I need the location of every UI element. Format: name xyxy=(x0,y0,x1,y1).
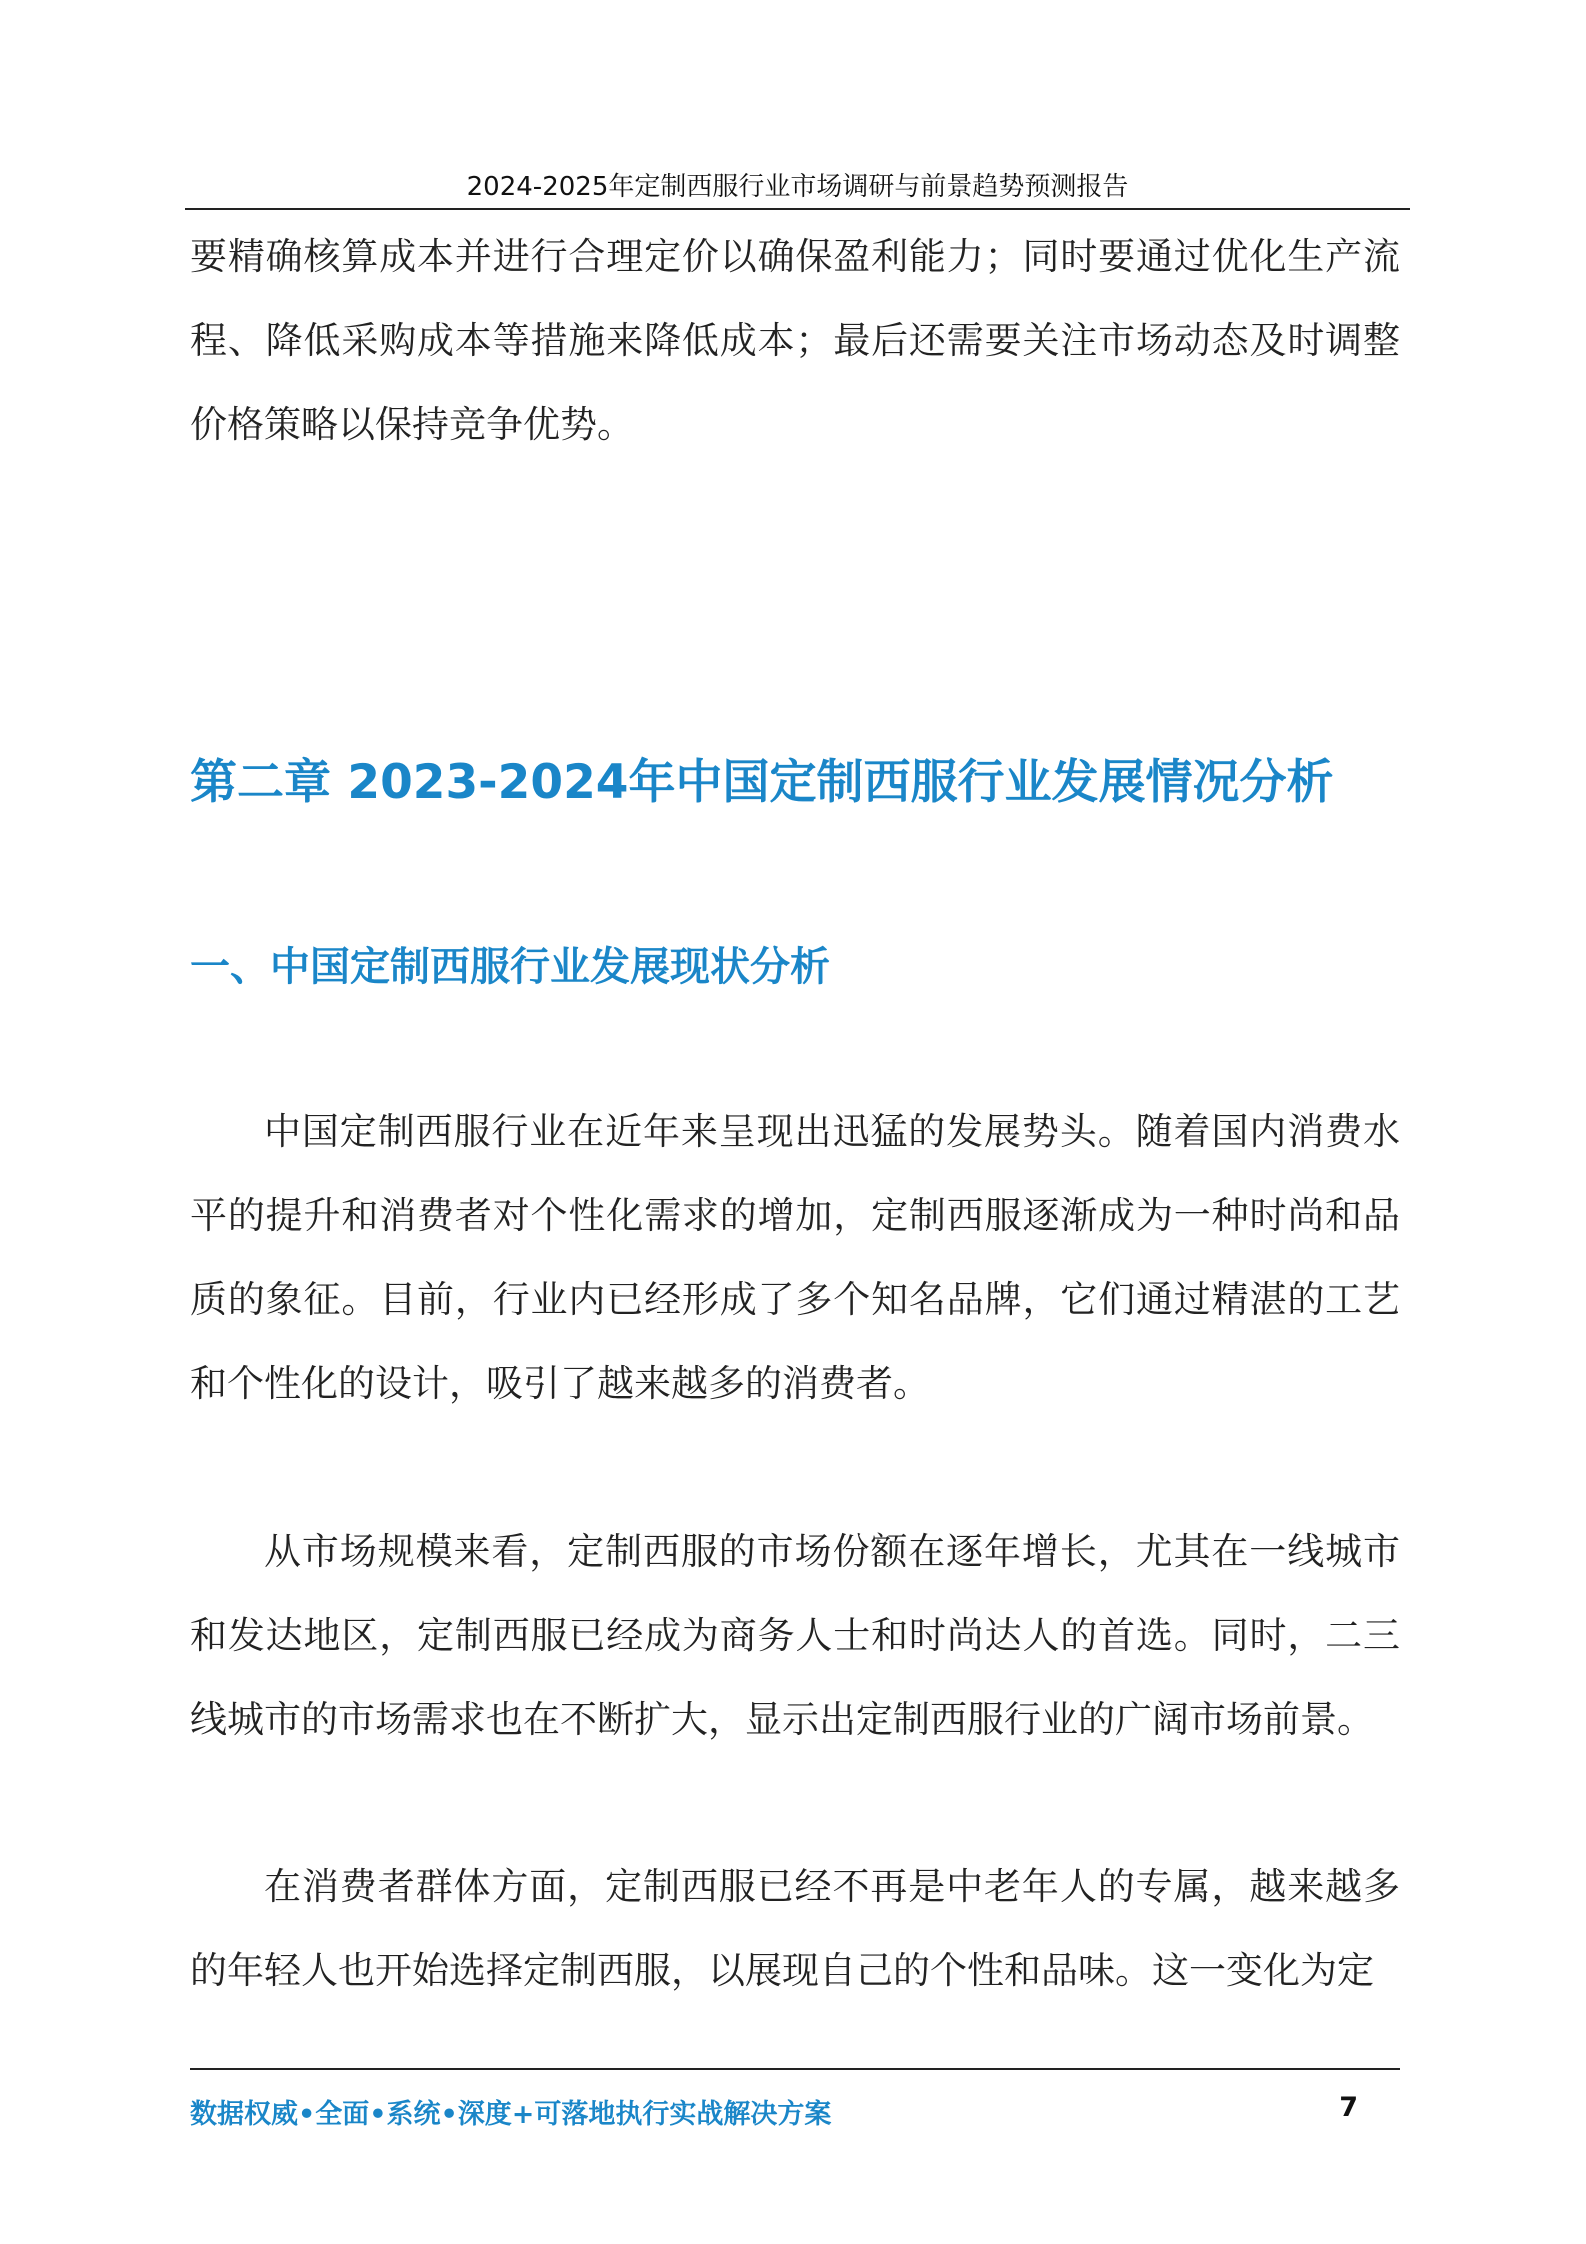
section-title: 一、中国定制西服行业发展现状分析 xyxy=(190,944,830,990)
running-header: 2024-2025年定制西服行业市场调研与前景趋势预测报告 xyxy=(466,172,1129,202)
body-paragraph: 从市场规模来看，定制西服的市场份额在逐年增长，尤其在一线城市和发达地区，定制西服已经成为商务人士和时尚达人的首选。同时，二三线城市的市场需求也在不断扩大，显示出定制西服行业的广阔市场前景。 xyxy=(190,1530,1400,1741)
footer-divider xyxy=(190,2068,1400,2070)
continuation-paragraph: 要精确核算成本并进行合理定价以确保盈利能力；同时要通过优化生产流程、降低采购成本等措施来降低成本；最后还需要关注市场动态及时调整价格策略以保持竞争优势。 xyxy=(190,235,1400,446)
header-divider xyxy=(185,208,1410,210)
footer-slogan: 数据权威•全面•系统•深度+可落地执行实战解决方案 xyxy=(190,2099,832,2130)
body-paragraph: 在消费者群体方面，定制西服已经不再是中老年人的专属，越来越多的年轻人也开始选择定制西服，以展现自己的个性和品味。这一变化为定 xyxy=(190,1865,1400,1992)
chapter-title: 第二章 2023-2024年中国定制西服行业发展情况分析 xyxy=(190,755,1334,810)
page-number: 7 xyxy=(1339,2092,1358,2123)
body-paragraph: 中国定制西服行业在近年来呈现出迅猛的发展势头。随着国内消费水平的提升和消费者对个性化需求的增加，定制西服逐渐成为一种时尚和品质的象征。目前，行业内已经形成了多个知名品牌，它们通过精湛的工艺和个性化的设计，吸引了越来越多的消费者。 xyxy=(190,1110,1400,1405)
